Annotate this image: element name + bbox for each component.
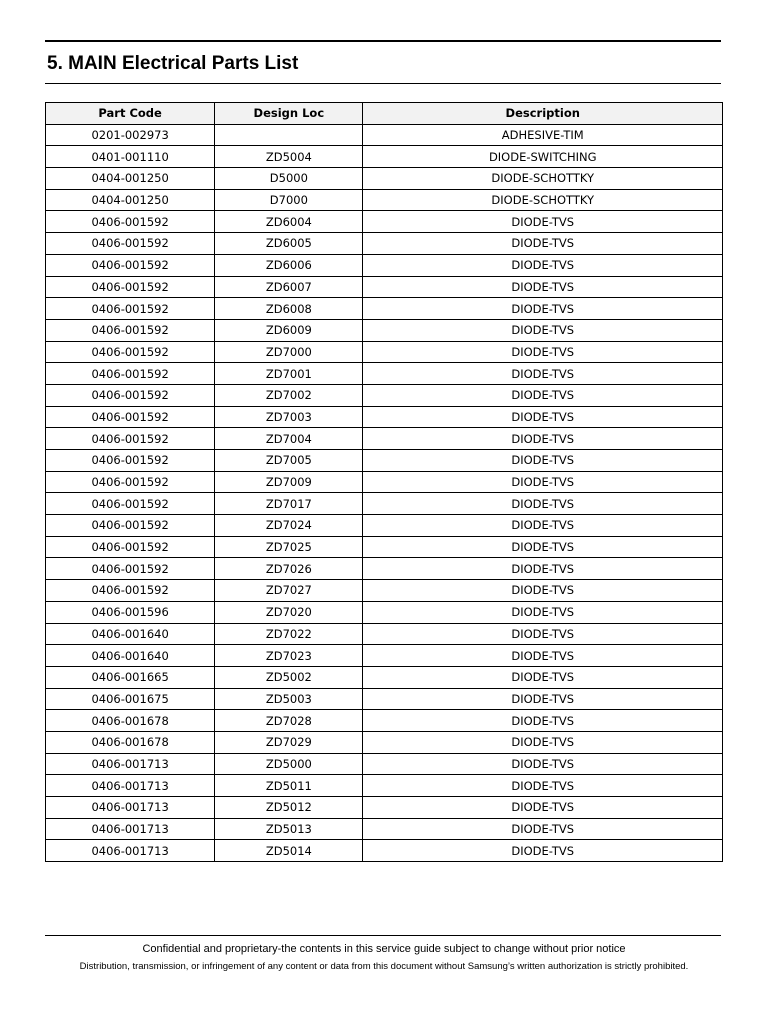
- part-code-cell: 0406-001592: [46, 233, 215, 255]
- description-cell: DIODE-TVS: [363, 536, 723, 558]
- description-cell: DIODE-TVS: [363, 341, 723, 363]
- description-cell: DIODE-TVS: [363, 319, 723, 341]
- part-code-cell: 0406-001592: [46, 515, 215, 537]
- description-cell: DIODE-TVS: [363, 276, 723, 298]
- description-cell: DIODE-TVS: [363, 645, 723, 667]
- part-code-cell: 0406-001592: [46, 298, 215, 320]
- description-cell: DIODE-TVS: [363, 515, 723, 537]
- table-row: [46, 688, 723, 710]
- design-loc-cell: ZD7029: [215, 731, 363, 753]
- table-row: [46, 124, 723, 146]
- top-rule: [45, 40, 721, 42]
- table-row: [46, 623, 723, 645]
- design-loc-cell: ZD5000: [215, 753, 363, 775]
- design-loc-cell: ZD6008: [215, 298, 363, 320]
- description-cell: DIODE-TVS: [363, 797, 723, 819]
- table-row: [46, 189, 723, 211]
- description-cell: DIODE-TVS: [363, 731, 723, 753]
- description-cell: DIODE-SWITCHING: [363, 146, 723, 168]
- design-loc-cell: ZD7024: [215, 515, 363, 537]
- part-code-cell: 0406-001592: [46, 384, 215, 406]
- part-code-cell: 0406-001713: [46, 797, 215, 819]
- part-code-cell: 0406-001592: [46, 493, 215, 515]
- header-description: Description: [363, 103, 723, 125]
- design-loc-cell: D5000: [215, 168, 363, 190]
- table-row: [46, 753, 723, 775]
- part-code-cell: 0406-001713: [46, 753, 215, 775]
- part-code-cell: 0406-001592: [46, 471, 215, 493]
- design-loc-cell: ZD7005: [215, 450, 363, 472]
- design-loc-cell: ZD7000: [215, 341, 363, 363]
- design-loc-cell: ZD7002: [215, 384, 363, 406]
- description-cell: DIODE-TVS: [363, 428, 723, 450]
- part-code-cell: 0406-001713: [46, 775, 215, 797]
- description-cell: DIODE-TVS: [363, 688, 723, 710]
- part-code-cell: 0406-001665: [46, 666, 215, 688]
- part-code-cell: 0406-001592: [46, 406, 215, 428]
- part-code-cell: 0406-001592: [46, 211, 215, 233]
- table-row: [46, 298, 723, 320]
- design-loc-cell: D7000: [215, 189, 363, 211]
- part-code-cell: 0406-001678: [46, 731, 215, 753]
- table-row: [46, 168, 723, 190]
- design-loc-cell: ZD7025: [215, 536, 363, 558]
- header-part-code: Part Code: [46, 103, 215, 125]
- table-row: [46, 515, 723, 537]
- description-cell: DIODE-TVS: [363, 406, 723, 428]
- part-code-cell: 0406-001592: [46, 363, 215, 385]
- part-code-cell: 0406-001592: [46, 536, 215, 558]
- description-cell: DIODE-TVS: [363, 233, 723, 255]
- table-row: [46, 254, 723, 276]
- table-row: [46, 428, 723, 450]
- design-loc-cell: ZD5012: [215, 797, 363, 819]
- part-code-cell: 0406-001713: [46, 818, 215, 840]
- description-cell: DIODE-TVS: [363, 710, 723, 732]
- table-row: [46, 558, 723, 580]
- design-loc-cell: ZD7020: [215, 601, 363, 623]
- table-row: [46, 450, 723, 472]
- title-rule: [45, 83, 721, 84]
- design-loc-cell: ZD6005: [215, 233, 363, 255]
- design-loc-cell: ZD6004: [215, 211, 363, 233]
- design-loc-cell: ZD7028: [215, 710, 363, 732]
- part-code-cell: 0406-001592: [46, 558, 215, 580]
- header-design-loc: Design Loc: [215, 103, 363, 125]
- part-code-cell: 0406-001596: [46, 601, 215, 623]
- parts-table-head: [46, 103, 723, 125]
- description-cell: DIODE-TVS: [363, 363, 723, 385]
- table-row: [46, 797, 723, 819]
- table-row: [46, 363, 723, 385]
- description-cell: DIODE-TVS: [363, 840, 723, 862]
- description-cell: DIODE-TVS: [363, 818, 723, 840]
- part-code-cell: 0406-001592: [46, 580, 215, 602]
- description-cell: DIODE-TVS: [363, 450, 723, 472]
- part-code-cell: 0404-001250: [46, 189, 215, 211]
- part-code-cell: 0406-001640: [46, 623, 215, 645]
- design-loc-cell: ZD5003: [215, 688, 363, 710]
- page-title: 5. MAIN Electrical Parts List: [47, 53, 299, 74]
- part-code-cell: 0406-001592: [46, 254, 215, 276]
- table-row: [46, 710, 723, 732]
- table-row: [46, 276, 723, 298]
- description-cell: DIODE-TVS: [363, 254, 723, 276]
- table-row: [46, 601, 723, 623]
- part-code-cell: 0201-002973: [46, 124, 215, 146]
- design-loc-cell: ZD5013: [215, 818, 363, 840]
- design-loc-cell: ZD6007: [215, 276, 363, 298]
- design-loc-cell: ZD5002: [215, 666, 363, 688]
- part-code-cell: 0404-001250: [46, 168, 215, 190]
- description-cell: DIODE-TVS: [363, 601, 723, 623]
- table-row: [46, 666, 723, 688]
- table-row: [46, 645, 723, 667]
- table-row: [46, 319, 723, 341]
- part-code-cell: 0401-001110: [46, 146, 215, 168]
- table-row: [46, 384, 723, 406]
- part-code-cell: 0406-001592: [46, 319, 215, 341]
- design-loc-cell: ZD5014: [215, 840, 363, 862]
- footer-distribution-notice: Distribution, transmission, or infringement of any content or data from this document without Samsung’s written authorization is strictly prohibited.: [79, 961, 689, 972]
- description-cell: DIODE-TVS: [363, 211, 723, 233]
- table-row: [46, 341, 723, 363]
- design-loc-cell: ZD5004: [215, 146, 363, 168]
- table-row: [46, 233, 723, 255]
- part-code-cell: 0406-001592: [46, 276, 215, 298]
- description-cell: DIODE-TVS: [363, 558, 723, 580]
- design-loc-cell: ZD7004: [215, 428, 363, 450]
- part-code-cell: 0406-001675: [46, 688, 215, 710]
- description-cell: DIODE-TVS: [363, 471, 723, 493]
- design-loc-cell: ZD5011: [215, 775, 363, 797]
- header-row: [46, 103, 723, 125]
- design-loc-cell: ZD7023: [215, 645, 363, 667]
- design-loc-cell: ZD7003: [215, 406, 363, 428]
- description-cell: DIODE-TVS: [363, 623, 723, 645]
- design-loc-cell: ZD7027: [215, 580, 363, 602]
- table-row: [46, 471, 723, 493]
- description-cell: DIODE-TVS: [363, 580, 723, 602]
- footer-confidential-notice: Confidential and proprietary-the contents in this service guide subject to change without prior notice: [142, 943, 626, 955]
- part-code-cell: 0406-001592: [46, 450, 215, 472]
- design-loc-cell: ZD6006: [215, 254, 363, 276]
- part-code-cell: 0406-001592: [46, 341, 215, 363]
- part-code-cell: 0406-001640: [46, 645, 215, 667]
- table-row: [46, 818, 723, 840]
- table-row: [46, 775, 723, 797]
- footer-rule: [45, 935, 721, 936]
- description-cell: ADHESIVE-TIM: [363, 124, 723, 146]
- design-loc-cell: ZD7009: [215, 471, 363, 493]
- description-cell: DIODE-TVS: [363, 775, 723, 797]
- table-row: [46, 493, 723, 515]
- part-code-cell: 0406-001592: [46, 428, 215, 450]
- description-cell: DIODE-SCHOTTKY: [363, 168, 723, 190]
- table-row: [46, 211, 723, 233]
- table-row: [46, 146, 723, 168]
- design-loc-cell: [215, 124, 363, 146]
- description-cell: DIODE-TVS: [363, 384, 723, 406]
- design-loc-cell: ZD6009: [215, 319, 363, 341]
- table-row: [46, 580, 723, 602]
- table-row: [46, 406, 723, 428]
- description-cell: DIODE-TVS: [363, 298, 723, 320]
- parts-table-body: [46, 124, 723, 861]
- design-loc-cell: ZD7017: [215, 493, 363, 515]
- design-loc-cell: ZD7001: [215, 363, 363, 385]
- design-loc-cell: ZD7022: [215, 623, 363, 645]
- part-code-cell: 0406-001678: [46, 710, 215, 732]
- description-cell: DIODE-TVS: [363, 493, 723, 515]
- description-cell: DIODE-SCHOTTKY: [363, 189, 723, 211]
- table-row: [46, 536, 723, 558]
- description-cell: DIODE-TVS: [363, 666, 723, 688]
- description-cell: DIODE-TVS: [363, 753, 723, 775]
- table-row: [46, 840, 723, 862]
- part-code-cell: 0406-001713: [46, 840, 215, 862]
- table-row: [46, 731, 723, 753]
- parts-table: [45, 102, 723, 862]
- design-loc-cell: ZD7026: [215, 558, 363, 580]
